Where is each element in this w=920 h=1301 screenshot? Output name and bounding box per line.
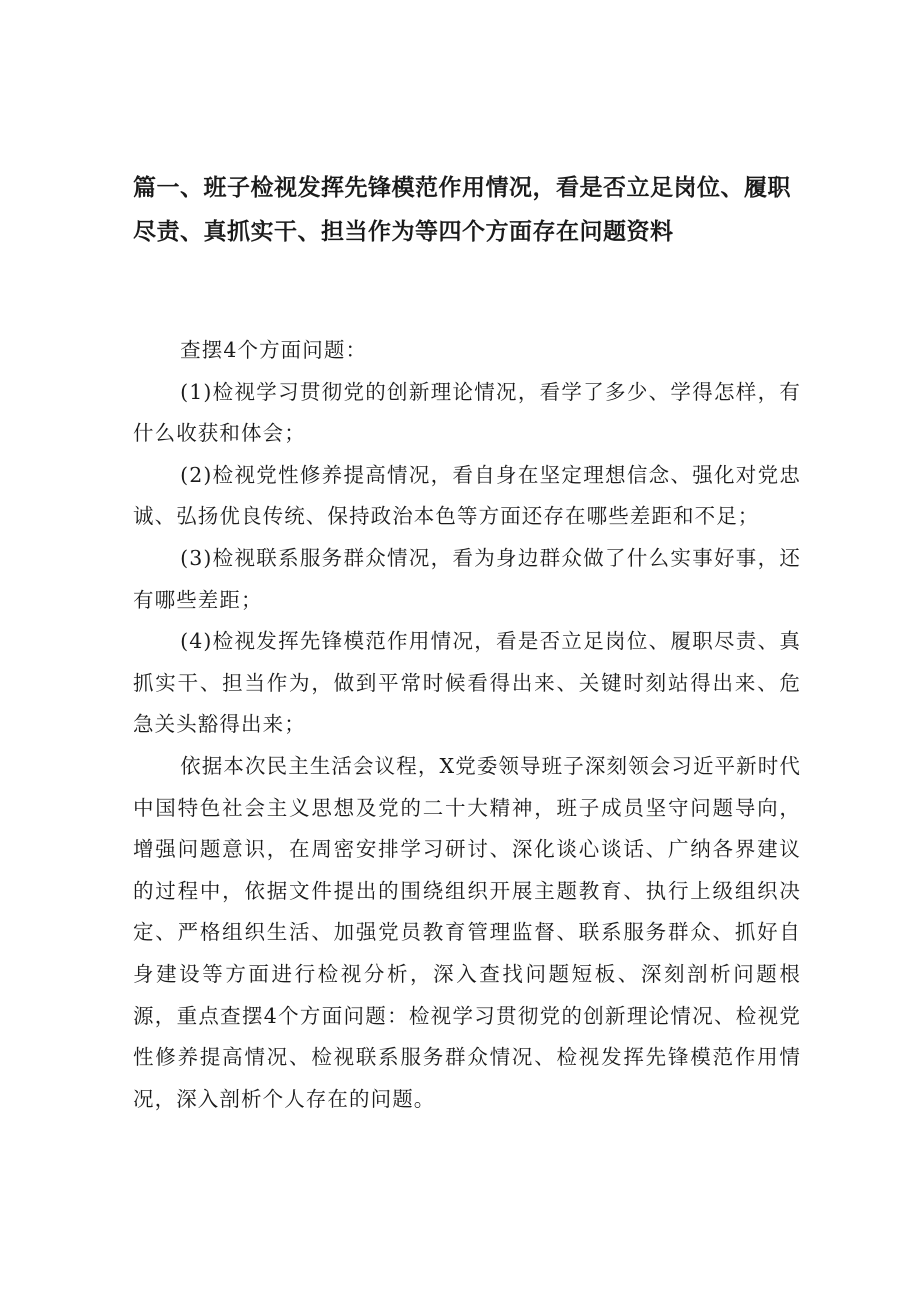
paragraph-summary: 查摆4个方面问题：: [180, 338, 368, 362]
paragraph-item-3: (3)检视联系服务群众情况，看为身边群众做了什么实事好事，还有哪些差距；: [133, 545, 801, 612]
paragraph-item-4: (4)检视发挥先锋模范作用情况，看是否立足岗位、履职尽责、真抓实干、担当作为，做到平常时候看得出来、关键时刻站得出来、危急关头豁得出来；: [133, 629, 801, 737]
document-title: 篇一、班子检视发挥先锋模范作用情况，看是否立足岗位、履职尽责、真抓实干、担当作为等四个方面存在问题资料: [133, 175, 791, 245]
paragraph-item-1: (1)检视学习贯彻党的创新理论情况，看学了多少、学得怎样，有什么收获和体会；: [133, 379, 801, 446]
paragraph-body: 依据本次民主生活会议程，X党委领导班子深刻领会习近平新时代中国特色社会主义思想及党的二十大精神，班子成员坚守问题导向，增强问题意识，在周密安排学习研讨、深化谈心谈话、广纳各界建议的过程中，依据文件提出的围绕组织开展主题教育、执行上级组织决定、严格组织生活、加强党员教育管理监督、联系服务群众、抓好自身建设等方面进行检视分析，深入查找问题短板、深刻剖析问题根源，重点查摆4个方面问题：检视学习贯彻党的创新理论情况、检视党性修养提高情况、检视联系服务群众情况、检视发挥先锋模范作用情况，深入剖析个人存在的问题。: [133, 753, 801, 1111]
paragraph-item-2: (2)检视党性修养提高情况，看自身在坚定理想信念、强化对党忠诚、弘扬优良传统、保持政治本色等方面还存在哪些差距和不足；: [133, 462, 801, 529]
document-body: [133, 330, 801, 1120]
